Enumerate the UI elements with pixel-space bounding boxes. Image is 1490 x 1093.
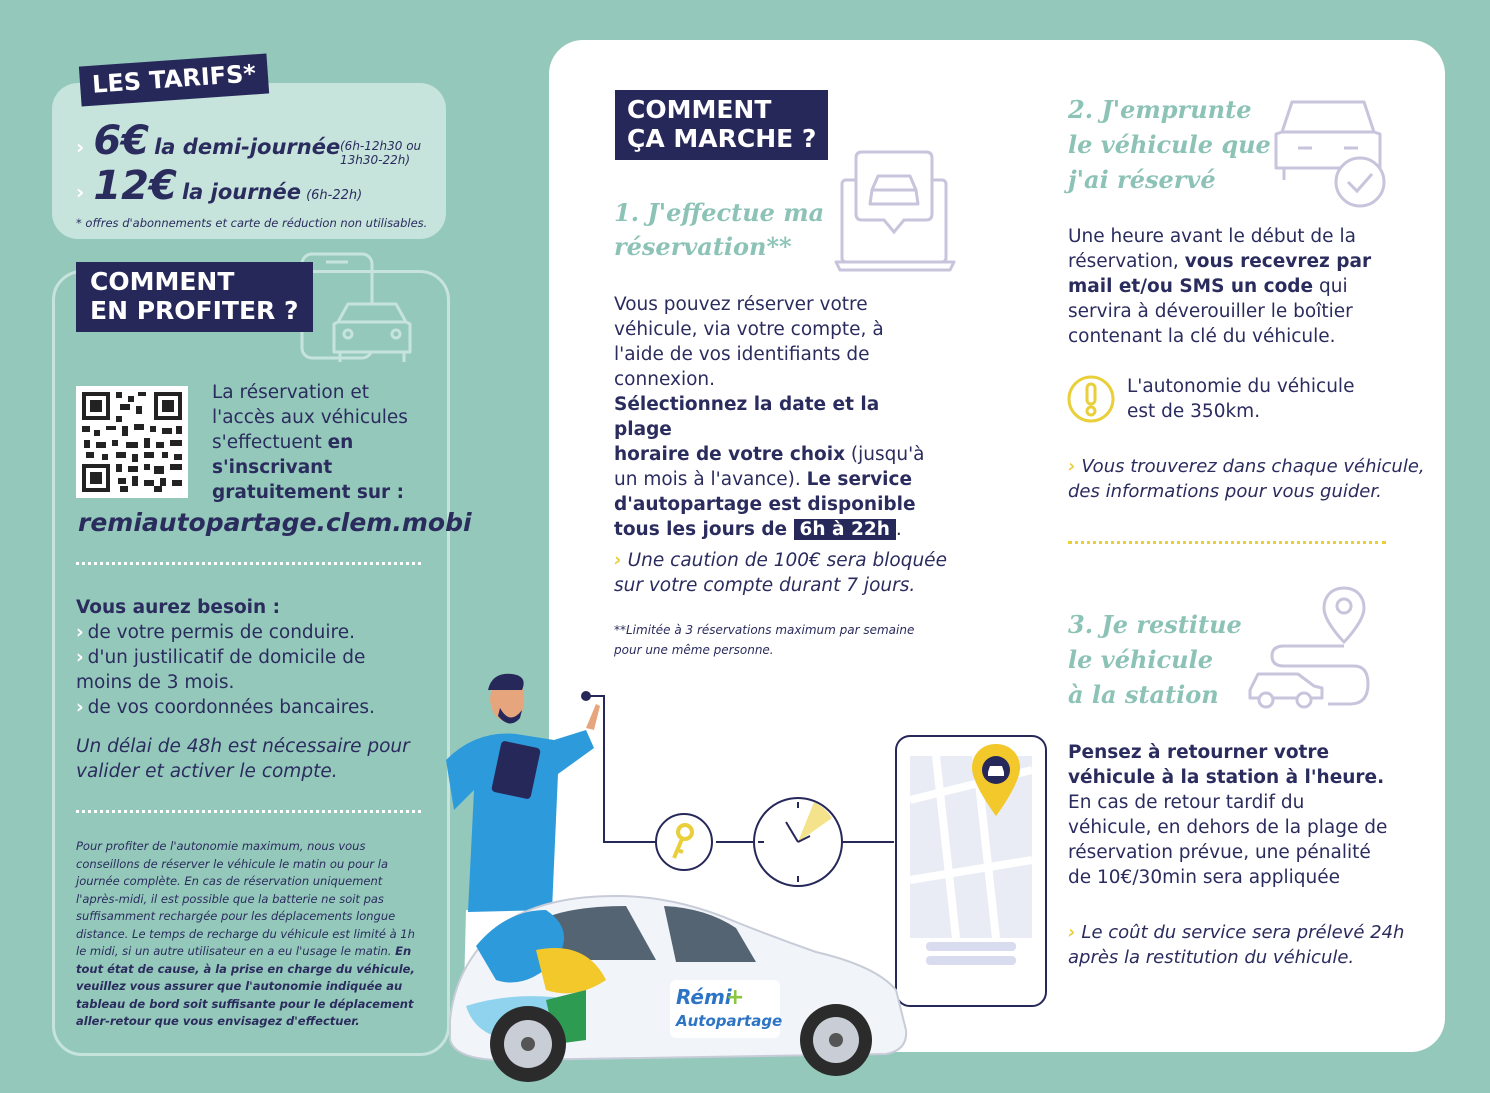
car-illustration: [450, 896, 906, 1082]
list-item: [76, 695, 436, 720]
profiter-intro: [212, 380, 432, 505]
brand-remi: Rémi: [676, 985, 732, 1009]
step2-text: [1068, 224, 1398, 349]
step2-bold: vous recevrez par mail et/ou SMS un code: [1068, 251, 1372, 297]
chevron-icon: ›: [1068, 922, 1076, 943]
step3-text: [1068, 740, 1398, 890]
needs-title: Vous aurez besoin :: [76, 597, 281, 618]
line-start-dot: [581, 691, 591, 701]
chevron-icon: ›: [76, 180, 85, 204]
clock-icon: [754, 798, 842, 886]
chevron-icon: ›: [76, 622, 84, 643]
step1-caution: [614, 548, 947, 598]
half-day-price-row: [76, 118, 340, 164]
step3-info-text: Le coût du service sera prélevé 24h après la restitution du véhicule.: [1068, 922, 1405, 968]
profiter-intro-bold: en s'inscrivant gratuitement sur :: [212, 432, 405, 503]
needs-list: [76, 620, 436, 720]
hours-badge: 6h à 22h: [794, 519, 896, 540]
step2-info: [1068, 454, 1425, 504]
step2-text1: Une heure avant le début de la réservation,: [1068, 226, 1356, 272]
full-day-price-row: [76, 163, 362, 209]
route-pin-icon: [1244, 584, 1378, 714]
need-item: de votre permis de conduire.: [87, 622, 355, 643]
need-item: d'un justilicatif de domicile de moins de 3 mois.: [76, 647, 366, 693]
step1-text: [614, 292, 934, 542]
half-day-label: la demi-journée: [154, 135, 341, 159]
step2-autonomy: L'autonomie du véhicule est de 350km.: [1127, 376, 1355, 422]
registration-url[interactable]: remiautopartage.clem.mobi: [78, 508, 472, 537]
chevron-icon: ›: [76, 697, 84, 718]
list-item: [76, 620, 436, 645]
laptop-car-icon: [834, 150, 960, 274]
key-icon: [656, 814, 712, 870]
step2-title: 2. J'emprunte le véhicule que j'ai réservé: [1068, 95, 1271, 194]
chevron-icon: ›: [614, 550, 622, 571]
step1-text-intro: Vous pouvez réserver votre véhicule, via votre compte, à l'aide de vos identifiants de connexion.: [614, 294, 884, 390]
half-day-hours: (6h-12h30 ou 13h30-22h): [340, 139, 422, 167]
chevron-icon: ›: [1068, 456, 1076, 477]
warning-icon: [1066, 374, 1116, 424]
autonomy-note: [76, 838, 422, 1031]
tarifs-title: LES TARIFS*: [79, 53, 269, 106]
marche-title: COMMENT ÇA MARCHE ?: [615, 90, 828, 160]
step3-text-body: En cas de retour tardif du véhicule, en dehors de la plage de réservation prévue, une pénalité de 10€/30min sera appliquée: [1068, 792, 1388, 888]
car-check-icon: [1272, 98, 1390, 210]
half-day-price: 6€: [93, 118, 150, 164]
brand-plus: +: [726, 985, 745, 1010]
phone-car-icon: [298, 252, 418, 376]
list-item: [76, 645, 436, 695]
step1-title: 1. J'effectue ma réservation**: [614, 198, 825, 261]
full-day-hours: (6h-22h): [306, 188, 363, 203]
profiter-intro-text: La réservation et l'accès aux véhicules s'effectuent: [212, 382, 408, 453]
step2-info-text: Vous trouverez dans chaque véhicule, des informations pour vous guider.: [1068, 456, 1425, 502]
step1-text2: (jusqu'à un mois à l'avance).: [614, 444, 925, 490]
autonomy-note-bold: En tout état de cause, à la prise en charge du véhicule, veuillez vous assurer que l'autonomie indiquée au tableau de bord soit suffisante pour le déplacement aller-retour que vous envisagez d'effectuer.: [76, 944, 415, 1028]
step1-caution-text: Une caution de 100€ sera bloquée sur votre compte durant 7 jours.: [614, 550, 947, 596]
qr-code-image: [76, 386, 188, 498]
chevron-icon: ›: [76, 135, 85, 159]
step2-text2: qui servira à déverouiller le boîtier contenant la clé du véhicule.: [1068, 276, 1353, 347]
brand-autopartage: Autopartage: [676, 1012, 783, 1030]
step1-bold2: Le service d'autopartage est disponible tous les jours de: [614, 469, 916, 540]
autonomy-note-text: Pour profiter de l'autonomie maximum, nous vous conseillons de réserver le véhicule le matin ou pour la journée complète. En cas de réservation uniquement l'après-midi, il est possible que la batterie ne soit pas suffisamment rechargée pour les déplacements longue distance. Le temps de recharge du véhicule est limité à 1h le midi, si un autre utilisateur en a eu l'usage le matin.: [76, 839, 415, 958]
step1-footnote: **Limitée à 3 réservations maximum par semaine pour une même personne.: [614, 623, 915, 657]
divider: [76, 562, 421, 565]
chevron-icon: ›: [76, 647, 84, 668]
step1-dot: .: [895, 519, 902, 540]
process-line: [586, 696, 894, 842]
full-day-label: la journée: [181, 180, 301, 204]
qr-code[interactable]: [76, 386, 188, 498]
step3-bold: Pensez à retourner votre véhicule à la station à l'heure.: [1068, 742, 1385, 788]
step3-title: 3. Je restitue le véhicule à la station: [1068, 610, 1242, 709]
divider: [76, 810, 421, 813]
tarifs-note: * offres d'abonnements et carte de réduction non utilisables.: [76, 216, 428, 230]
need-item: de vos coordonnées bancaires.: [87, 697, 375, 718]
illustration: [436, 660, 1056, 1090]
full-day-price: 12€: [93, 163, 177, 209]
delay-note: Un délai de 48h est nécessaire pour valider et activer le compte.: [76, 736, 410, 782]
step3-info: [1068, 920, 1404, 970]
profiter-title: COMMENT EN PROFITER ?: [76, 262, 313, 332]
step1-bold1: Sélectionnez la date et la plage horaire de votre choix: [614, 394, 880, 465]
phone-map-icon: [896, 736, 1046, 1006]
divider: [1068, 541, 1386, 544]
